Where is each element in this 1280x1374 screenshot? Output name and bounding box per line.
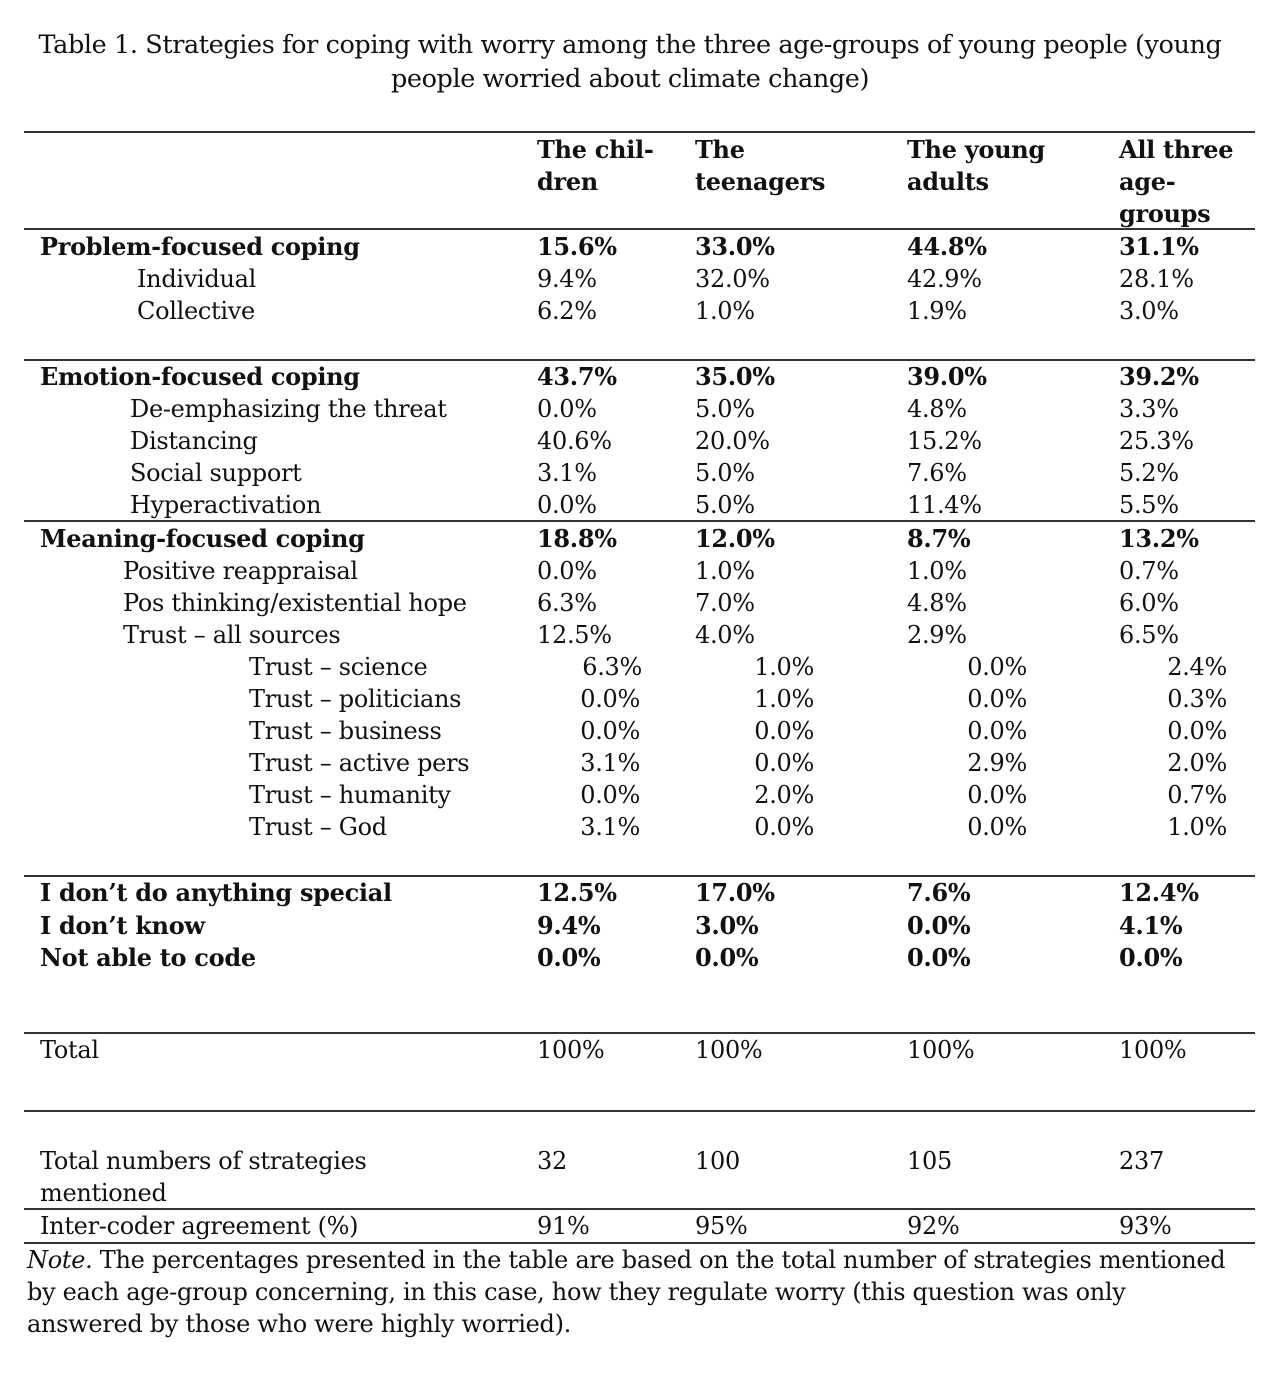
cell-all: 2.4% bbox=[1167, 653, 1227, 681]
cell-young-adults: 100% bbox=[907, 1036, 975, 1064]
cell-all: 0.7% bbox=[1167, 781, 1227, 809]
cell-children: 0.0% bbox=[580, 781, 640, 809]
cell-all: 25.3% bbox=[1119, 427, 1194, 455]
row-label: Problem-focused coping bbox=[40, 232, 360, 261]
cell-young-adults: 15.2% bbox=[907, 427, 982, 455]
cell-young-adults: 2.9% bbox=[907, 621, 967, 649]
col-header-children: The chil- dren bbox=[537, 135, 654, 196]
cell-all: 12.4% bbox=[1119, 878, 1199, 907]
row-label: Individual bbox=[137, 265, 257, 293]
row-label: Emotion-focused coping bbox=[40, 362, 360, 391]
cell-teenagers: 1.0% bbox=[695, 297, 755, 325]
cell-all: 100% bbox=[1119, 1036, 1187, 1064]
row-label: Inter-coder agreement (%) bbox=[40, 1212, 359, 1240]
cell-teenagers: 1.0% bbox=[754, 653, 814, 681]
cell-children: 6.3% bbox=[537, 589, 597, 617]
cell-children: 0.0% bbox=[537, 557, 597, 585]
row-label: I don’t do anything special bbox=[40, 878, 392, 907]
note-text: The percentages presented in the table are based on the total number of strategies mentioned by each age-group concerning, in this case, how they regulate worry (this question was only answered by those who were highly worried). bbox=[27, 1246, 1226, 1338]
cell-young-adults: 0.0% bbox=[967, 781, 1027, 809]
cell-teenagers: 0.0% bbox=[695, 943, 759, 972]
cell-teenagers: 12.0% bbox=[695, 524, 775, 553]
cell-children: 6.2% bbox=[537, 297, 597, 325]
cell-children: 9.4% bbox=[537, 911, 601, 940]
cell-teenagers: 32.0% bbox=[695, 265, 770, 293]
cell-children: 0.0% bbox=[537, 491, 597, 519]
cell-children: 0.0% bbox=[537, 395, 597, 423]
cell-children: 9.4% bbox=[537, 265, 597, 293]
row-label: Trust – humanity bbox=[249, 781, 451, 809]
rule-header-bottom bbox=[24, 228, 1255, 230]
cell-all: 28.1% bbox=[1119, 265, 1194, 293]
cell-all: 31.1% bbox=[1119, 232, 1199, 261]
cell-young-adults: 4.8% bbox=[907, 395, 967, 423]
cell-all: 5.2% bbox=[1119, 459, 1179, 487]
cell-children: 18.8% bbox=[537, 524, 617, 553]
cell-teenagers: 7.0% bbox=[695, 589, 755, 617]
cell-all: 237 bbox=[1119, 1147, 1164, 1175]
row-label: Positive reappraisal bbox=[123, 557, 358, 585]
cell-young-adults: 0.0% bbox=[967, 653, 1027, 681]
row-label: Hyperactivation bbox=[130, 491, 322, 519]
cell-teenagers: 0.0% bbox=[754, 813, 814, 841]
cell-young-adults: 7.6% bbox=[907, 878, 971, 907]
cell-teenagers: 17.0% bbox=[695, 878, 775, 907]
cell-all: 39.2% bbox=[1119, 362, 1199, 391]
cell-young-adults: 44.8% bbox=[907, 232, 987, 261]
cell-teenagers: 20.0% bbox=[695, 427, 770, 455]
row-label: Trust – active pers bbox=[249, 749, 470, 777]
cell-children: 100% bbox=[537, 1036, 605, 1064]
cell-teenagers: 2.0% bbox=[754, 781, 814, 809]
cell-teenagers: 1.0% bbox=[695, 557, 755, 585]
cell-children: 6.3% bbox=[582, 653, 642, 681]
col-header-all-groups: All three age- groups bbox=[1119, 135, 1234, 228]
cell-young-adults: 2.9% bbox=[967, 749, 1027, 777]
cell-young-adults: 11.4% bbox=[907, 491, 982, 519]
row-label: De-emphasizing the threat bbox=[130, 395, 447, 423]
cell-all: 1.0% bbox=[1167, 813, 1227, 841]
note-prefix: Note. bbox=[27, 1246, 93, 1274]
cell-teenagers: 100 bbox=[695, 1147, 740, 1175]
cell-young-adults: 7.6% bbox=[907, 459, 967, 487]
cell-young-adults: 92% bbox=[907, 1212, 960, 1240]
cell-young-adults: 0.0% bbox=[967, 813, 1027, 841]
col-header-teenagers: The teenagers bbox=[695, 135, 826, 196]
cell-all: 0.0% bbox=[1119, 943, 1183, 972]
cell-teenagers: 5.0% bbox=[695, 459, 755, 487]
cell-teenagers: 0.0% bbox=[754, 717, 814, 745]
row-label: Total numbers of strategies mentioned bbox=[40, 1147, 367, 1207]
cell-teenagers: 0.0% bbox=[754, 749, 814, 777]
row-label: Meaning-focused coping bbox=[40, 524, 365, 553]
cell-all: 13.2% bbox=[1119, 524, 1199, 553]
row-label: Not able to code bbox=[40, 943, 256, 972]
row-label: Trust – science bbox=[249, 653, 428, 681]
cell-children: 43.7% bbox=[537, 362, 617, 391]
cell-all: 0.3% bbox=[1167, 685, 1227, 713]
row-label: Social support bbox=[130, 459, 302, 487]
cell-young-adults: 8.7% bbox=[907, 524, 971, 553]
cell-children: 91% bbox=[537, 1212, 590, 1240]
cell-children: 0.0% bbox=[537, 943, 601, 972]
cell-teenagers: 33.0% bbox=[695, 232, 775, 261]
row-label: I don’t know bbox=[40, 911, 205, 940]
cell-all: 5.5% bbox=[1119, 491, 1179, 519]
rule-top bbox=[24, 131, 1255, 133]
cell-children: 40.6% bbox=[537, 427, 612, 455]
cell-teenagers: 35.0% bbox=[695, 362, 775, 391]
row-label: Collective bbox=[137, 297, 255, 325]
cell-all: 6.0% bbox=[1119, 589, 1179, 617]
cell-children: 0.0% bbox=[580, 685, 640, 713]
cell-all: 0.7% bbox=[1119, 557, 1179, 585]
cell-teenagers: 1.0% bbox=[754, 685, 814, 713]
cell-children: 12.5% bbox=[537, 621, 612, 649]
cell-children: 3.1% bbox=[580, 749, 640, 777]
cell-all: 0.0% bbox=[1167, 717, 1227, 745]
cell-children: 3.1% bbox=[580, 813, 640, 841]
cell-teenagers: 5.0% bbox=[695, 395, 755, 423]
cell-all: 4.1% bbox=[1119, 911, 1183, 940]
cell-all: 3.0% bbox=[1119, 297, 1179, 325]
cell-young-adults: 1.0% bbox=[907, 557, 967, 585]
row-label: Total bbox=[40, 1036, 99, 1064]
cell-children: 15.6% bbox=[537, 232, 617, 261]
cell-teenagers: 4.0% bbox=[695, 621, 755, 649]
row-label: Trust – business bbox=[249, 717, 442, 745]
cell-all: 6.5% bbox=[1119, 621, 1179, 649]
cell-teenagers: 100% bbox=[695, 1036, 763, 1064]
row-label: Distancing bbox=[130, 427, 258, 455]
row-label: Pos thinking/existential hope bbox=[123, 589, 467, 617]
cell-all: 2.0% bbox=[1167, 749, 1227, 777]
row-label: Trust – politicians bbox=[249, 685, 462, 713]
cell-teenagers: 5.0% bbox=[695, 491, 755, 519]
cell-young-adults: 0.0% bbox=[907, 911, 971, 940]
col-header-young-adults: The young adults bbox=[907, 135, 1045, 196]
cell-teenagers: 95% bbox=[695, 1212, 748, 1240]
cell-young-adults: 0.0% bbox=[907, 943, 971, 972]
row-label: Trust – all sources bbox=[123, 621, 341, 649]
cell-young-adults: 0.0% bbox=[967, 717, 1027, 745]
rule-after-total bbox=[24, 1110, 1255, 1112]
cell-young-adults: 1.9% bbox=[907, 297, 967, 325]
cell-children: 12.5% bbox=[537, 878, 617, 907]
cell-children: 0.0% bbox=[580, 717, 640, 745]
cell-children: 32 bbox=[537, 1147, 567, 1175]
cell-all: 3.3% bbox=[1119, 395, 1179, 423]
cell-young-adults: 105 bbox=[907, 1147, 952, 1175]
cell-children: 3.1% bbox=[537, 459, 597, 487]
row-label: Trust – God bbox=[249, 813, 387, 841]
cell-young-adults: 4.8% bbox=[907, 589, 967, 617]
rule-total bbox=[24, 1032, 1255, 1034]
table-note bbox=[27, 1244, 1237, 1340]
cell-young-adults: 0.0% bbox=[967, 685, 1027, 713]
cell-young-adults: 42.9% bbox=[907, 265, 982, 293]
table-caption: Table 1. Strategies for coping with worry among the three age-groups of young people (young people worried about climate change) bbox=[38, 30, 1222, 94]
cell-young-adults: 39.0% bbox=[907, 362, 987, 391]
cell-teenagers: 3.0% bbox=[695, 911, 759, 940]
cell-all: 93% bbox=[1119, 1212, 1172, 1240]
